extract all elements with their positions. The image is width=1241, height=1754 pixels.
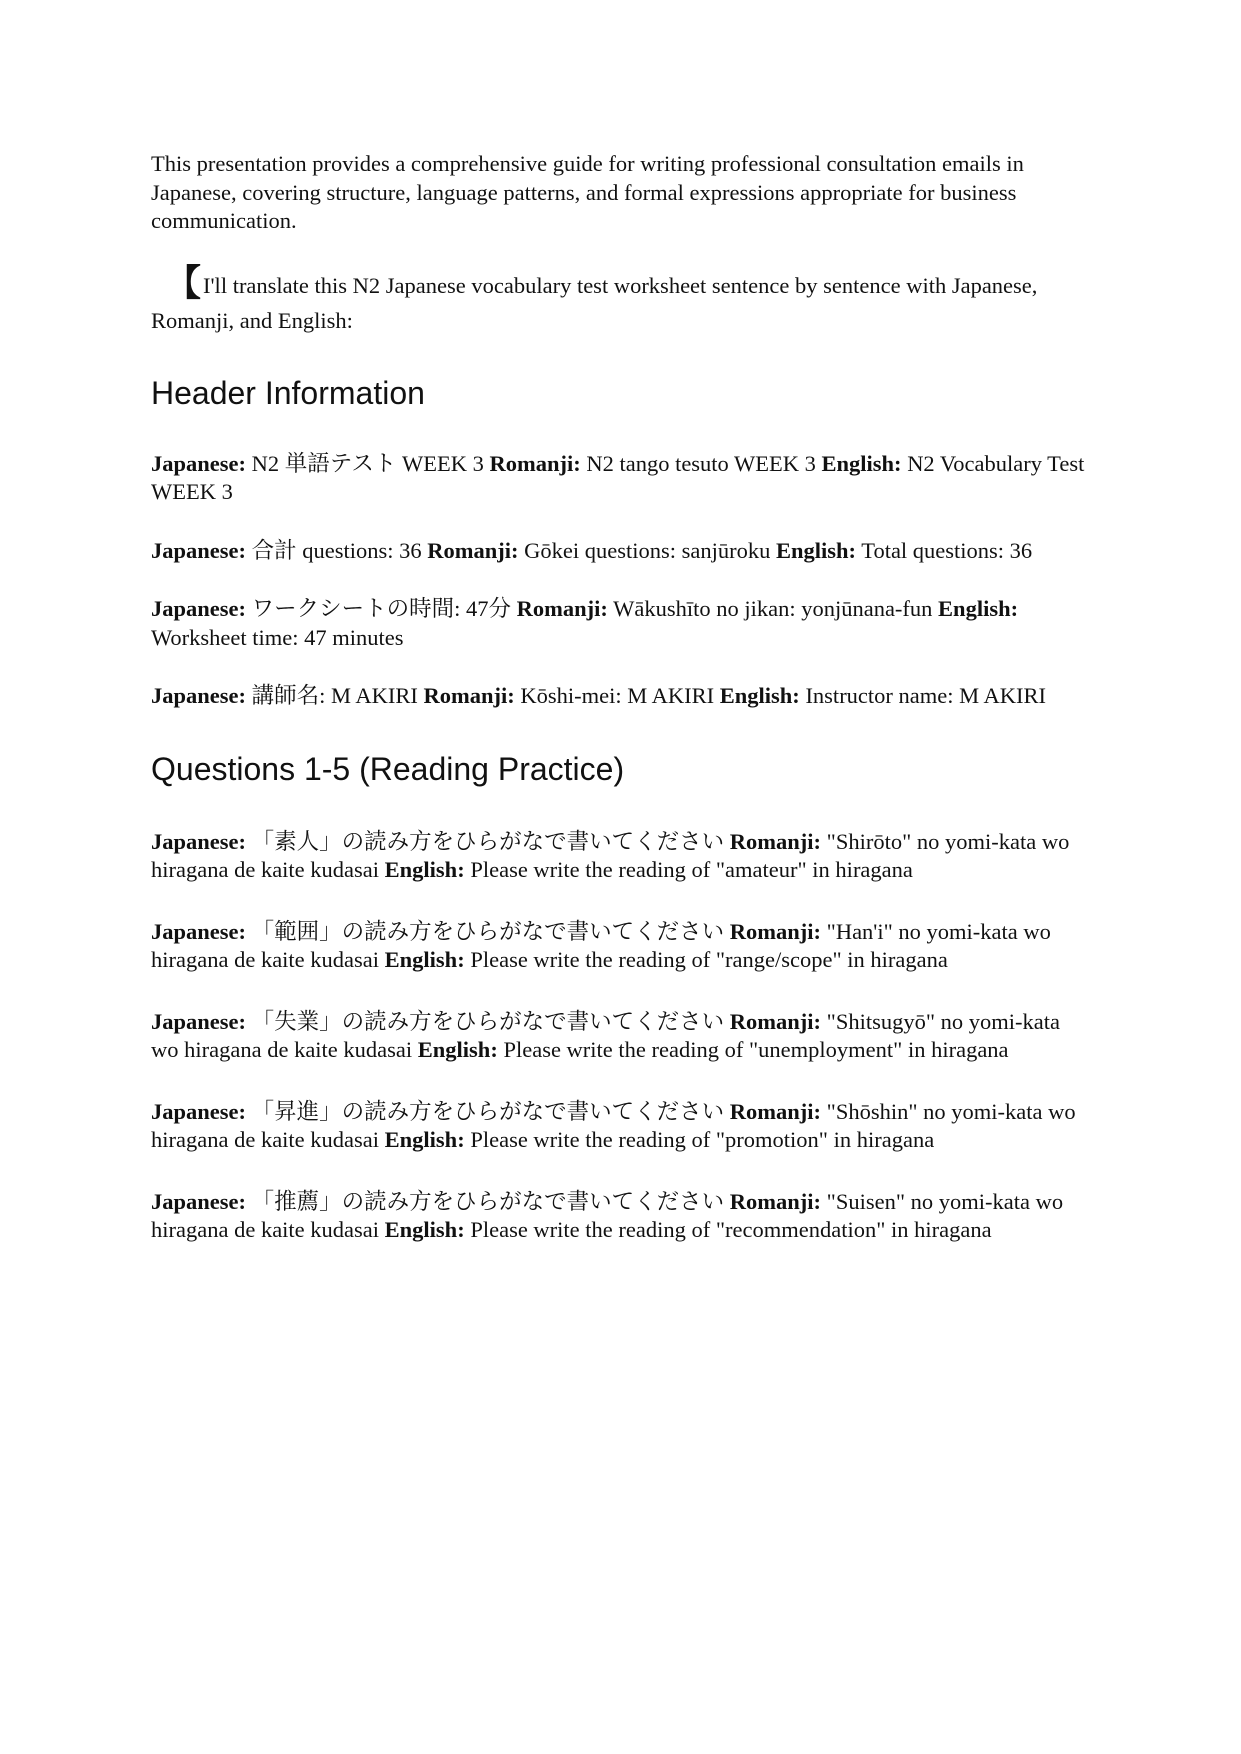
english-text: Please write the reading of "amateur" in hiragana <box>470 857 913 882</box>
bracket-mark: 【 <box>165 262 202 303</box>
romanji-label: Romanji: <box>729 1188 822 1214</box>
romanji-text: "Shitsugyō" no yomi-kata wo hiragana de kaite kudasai <box>151 1008 1061 1062</box>
romanji-label: Romanji: <box>516 596 608 621</box>
romanji-text: "Shōshin" no yomi-kata wo hiragana de kaite kudasai <box>151 1098 1076 1152</box>
japanese-text: N2 単語テスト WEEK 3 <box>251 450 484 476</box>
japanese-label: Japanese: <box>151 683 246 708</box>
romanji-label: Romanji: <box>729 1008 822 1034</box>
lead-paragraph <box>151 262 1091 338</box>
romanji-label: Romanji: <box>427 537 519 563</box>
japanese-text: 「昇進」の読み方をひらがなで書いてください <box>251 1098 725 1124</box>
japanese-label: Japanese: <box>151 918 246 944</box>
romanji-text: Kōshi-mei: M AKIRI <box>520 683 715 708</box>
section-heading-questions: Questions 1-5 (Reading Practice) <box>151 750 625 787</box>
japanese-label: Japanese: <box>151 1188 246 1214</box>
romanji-text: "Shirōto" no yomi-kata wo hiragana de kaite kudasai <box>151 828 1070 882</box>
english-label: English: <box>384 1127 465 1152</box>
japanese-label: Japanese: <box>151 450 246 476</box>
lead-text: I'll translate this N2 Japanese vocabulary test worksheet sentence by sentence with Japanese, Romanji, and English: <box>151 272 1038 333</box>
english-text: Instructor name: M AKIRI <box>805 683 1047 708</box>
romanji-text: "Suisen" no yomi-kata wo hiragana de kaite kudasai <box>151 1188 1064 1242</box>
english-label: English: <box>384 947 465 972</box>
entry <box>151 1188 1091 1245</box>
english-text: Please write the reading of "promotion" in hiragana <box>470 1127 935 1152</box>
english-text: Please write the reading of "recommendation" in hiragana <box>470 1217 992 1242</box>
entry <box>151 595 1091 652</box>
japanese-text: 合計 questions: 36 <box>251 537 422 563</box>
japanese-label: Japanese: <box>151 596 246 621</box>
japanese-label: Japanese: <box>151 1008 246 1034</box>
english-text: Please write the reading of "range/scope" in hiragana <box>470 947 948 972</box>
romanji-text: "Han'i" no yomi-kata wo hiragana de kaite kudasai <box>151 918 1051 972</box>
japanese-text: 「範囲」の読み方をひらがなで書いてください <box>251 918 725 944</box>
entry <box>151 1098 1091 1155</box>
romanji-text: Wākushīto no jikan: yonjūnana-fun <box>613 596 933 621</box>
romanji-text: Gōkei questions: sanjūroku <box>524 537 771 563</box>
english-text: N2 Vocabulary Test WEEK 3 <box>151 450 1085 504</box>
english-label: English: <box>384 1217 465 1242</box>
entry <box>151 450 1091 507</box>
english-text: Please write the reading of "unemployment" in hiragana <box>503 1037 1009 1062</box>
romanji-label: Romanji: <box>729 1098 822 1124</box>
romanji-label: Romanji: <box>729 918 822 944</box>
japanese-text: 講師名: M AKIRI <box>251 683 418 708</box>
english-label: English: <box>417 1037 498 1062</box>
entry <box>151 537 1091 566</box>
intro-paragraph: This presentation provides a comprehensive guide for writing professional consultation emails in Japanese, covering structure, language patterns, and formal expressions appropriate for business communication. <box>151 151 1024 233</box>
japanese-label: Japanese: <box>151 537 246 563</box>
japanese-label: Japanese: <box>151 828 246 854</box>
japanese-text: 「素人」の読み方をひらがなで書いてください <box>251 828 725 854</box>
english-text: Worksheet time: 47 minutes <box>151 624 404 650</box>
document-page <box>151 132 1091 1245</box>
english-label: English: <box>384 857 465 882</box>
entry <box>151 1008 1091 1065</box>
japanese-text: ワークシートの時間: 47分 <box>251 596 512 621</box>
header-information-section <box>151 450 1091 711</box>
entry <box>151 682 1091 711</box>
romanji-label: Romanji: <box>489 450 581 476</box>
entry <box>151 828 1091 885</box>
japanese-text: 「失業」の読み方をひらがなで書いてください <box>251 1008 725 1034</box>
questions-section <box>151 828 1091 1245</box>
english-label: English: <box>776 537 857 563</box>
japanese-label: Japanese: <box>151 1098 246 1124</box>
entry <box>151 918 1091 975</box>
section-heading-header-information: Header Information <box>151 374 425 411</box>
english-label: English: <box>938 596 1019 621</box>
english-label: English: <box>719 683 800 708</box>
japanese-text: 「推薦」の読み方をひらがなで書いてください <box>251 1188 725 1214</box>
romanji-text: N2 tango tesuto WEEK 3 <box>586 450 816 476</box>
romanji-label: Romanji: <box>423 683 515 708</box>
english-text: Total questions: 36 <box>861 537 1033 563</box>
english-label: English: <box>821 450 902 476</box>
romanji-label: Romanji: <box>729 828 822 854</box>
